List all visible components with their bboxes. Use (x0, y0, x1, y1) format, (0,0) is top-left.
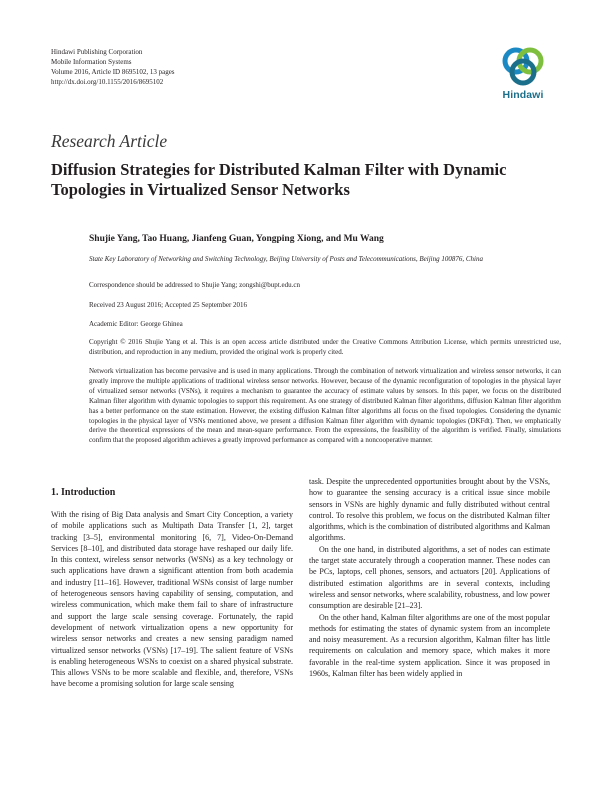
body-paragraph: With the rising of Big Data analysis and Smart City Conception, a variety of mobile applications such as Multipath Data Transfer [1, 2], target tracking [3–5], environmental monitoring [6, 7], Video-On-Demand Services [8–10], and distributed data storage have reshaped our daily life. In this context, wireless sensor networks (WSNs) as a key technology or such applications have drawn a significant attention from both academia and industry [11–16]. However, traditional WSNs consist of large number of heterogeneous sensors having capability of sensing, computation, and wireless communication, which make them fail to share of infrastructure and support the large scale sensing coverage. Fortunately, the rapid development of network virtualization opens a new opportunity for wireless sensor networks and creates a new sensing paradigm named virtualized sensor networks (VSNs) [17–19]. The salient feature of VSNs is enabling heterogeneous WSNs to coexist on a shared physical substrate. This allows VSNs to be more scalable and flexible, and, therefore, VSNs have become a promising solution for large scale sensing (51, 510, 293, 689)
left-column (51, 509, 293, 690)
correspondence: Correspondence should be addressed to Shujie Yang; zongshi@bupt.edu.cn (89, 281, 300, 289)
body-paragraph: On the other hand, Kalman filter algorithms are one of the most popular methods for estimating the states of dynamic system from an incomplete and noisy measurement. As a recursion algorithm, Kalman filter has little requirements on calculation and memory space, which makes it more favorable in the real-time system application. Since it was proposed in 1960s, Kalman filter has been widely applied in (309, 612, 550, 679)
article-title: Diffusion Strategies for Distributed Kalman Filter with Dynamic Topologies in Virtualized Sensor Networks (51, 160, 507, 199)
article-type: Research Article (51, 131, 168, 151)
volume-line: Volume 2016, Article ID 8695102, 13 pages (51, 68, 175, 76)
abstract: Network virtualization has become pervasive and is used in many applications. Through the combination of network virtualization and wireless sensor networks, it can greatly improve the multiple applications of traditional wireless sensor networks. However, because of the dynamic reconfiguration of topologies in the physical layer of virtualized sensor networks (VSNs), it requires a mechanism to guarantee the accuracy of estimate values by sensors. In this paper, we focus on the distributed Kalman filter algorithm with dynamic topologies to support this requirement. As one strategy of distributed Kalman filter algorithms, diffusion Kalman filter algorithm has a better performance on the state estimation. However, the existing diffusion Kalman filter algorithms all focus on the fixed topologies. Considering the dynamic topologies in the physical layer of VSNs mentioned above, we present a diffusion Kalman filter algorithm with dynamic topologies (DKFdt). Then, we emphatically derive the theoretical expressions of the mean and mean-square performance. From the expressions, the feasibility of the algorithm is verified. Finally, simulations confirm that the proposed algorithm achieves a greatly improved performance as compared with a noncooperative manner. (89, 367, 561, 445)
body-paragraph: On the one hand, in distributed algorithms, a set of nodes can estimate the target state accurately through a cooperation manner. These nodes can be PCs, laptops, cell phones, sensors, and actuators [20]. Applications of distributed estimation algorithms are in several contexts, including wireless and sensor networks, where scalability, robustness, and low power consumption are desirable [21–23]. (309, 544, 550, 611)
body-paragraph: task. Despite the unprecedented opportunities brought about by the VSNs, how to guarantee the sensing accuracy is a critical issue since mobile sensors in VSNs are highly dynamic and fully distributed without central control. To resolve this problem, we focus on the distributed Kalman filter algorithms, which is the combination of distributed algorithms and Kalman algorithms. (309, 477, 550, 543)
section-heading: 1. Introduction (51, 487, 116, 498)
hindawi-logo-text: Hindawi (502, 89, 544, 101)
publication-info (51, 47, 175, 87)
hindawi-logo (497, 44, 549, 106)
received-accepted-dates: Received 23 August 2016; Accepted 25 September 2016 (89, 301, 248, 309)
hindawi-logo-icon (497, 44, 549, 88)
author-list: Shujie Yang, Tao Huang, Jianfeng Guan, Yongping Xiong, and Mu Wang (89, 234, 384, 244)
right-column (309, 476, 550, 679)
doi-link[interactable]: http://dx.doi.org/10.1155/2016/8695102 (51, 78, 164, 86)
journal-name: Mobile Information Systems (51, 58, 132, 66)
academic-editor: Academic Editor: George Ghinea (89, 320, 183, 328)
affiliation: State Key Laboratory of Networking and Switching Technology, Beijing University of Posts and Telecommunications, Beijing 100876, China (89, 255, 483, 263)
publisher-name: Hindawi Publishing Corporation (51, 48, 143, 56)
copyright-notice: Copyright © 2016 Shujie Yang et al. This is an open access article distributed under the Creative Commons Attribution License, which permits unrestricted use, distribution, and reproduction in any medium, provided the original work is properly cited. (89, 338, 561, 356)
